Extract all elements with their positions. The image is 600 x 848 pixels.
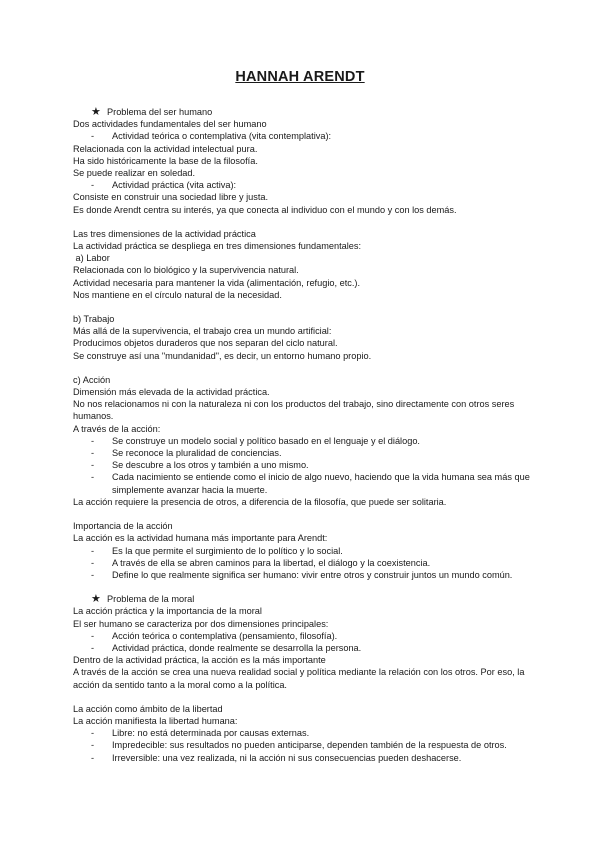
- dash-bullet-icon: -: [91, 448, 95, 459]
- text-line: Consiste en construir una sociedad libre y justa.: [73, 192, 269, 203]
- text-paragraph: No nos relacionamos ni con la naturaleza ni con los productos del trabajo, sino directamente con otros seres humanos.: [73, 399, 515, 422]
- text-line: Producimos objetos duraderos que nos separan del ciclo natural.: [73, 338, 338, 349]
- dash-bullet-icon: -: [91, 728, 95, 739]
- list-item: - Libre: no está determinada por causas externas.: [91, 728, 310, 739]
- list-item: - Actividad práctica (vita activa):: [91, 180, 237, 191]
- dash-bullet-icon: -: [91, 460, 95, 471]
- section-subheading: La acción como ámbito de la libertad: [73, 703, 223, 714]
- star-bullet-icon: ★: [91, 106, 101, 118]
- text-line: El ser humano se caracteriza por dos dimensiones principales:: [73, 618, 329, 629]
- text-line: A través de la acción:: [73, 423, 161, 434]
- section-subheading: b) Trabajo: [73, 314, 115, 325]
- list-item: - A través de ella se abren caminos para la libertad, el diálogo y la coexistencia.: [91, 557, 431, 568]
- text-line: La acción práctica y la importancia de la moral: [73, 606, 262, 617]
- dash-bullet-icon: -: [91, 642, 95, 653]
- section-subheading: Importancia de la acción: [73, 521, 173, 532]
- text-line: Es donde Arendt centra su interés, ya que conecta al individuo con el mundo y con los demás.: [73, 204, 457, 215]
- list-item: - Actividad teórica o contemplativa (vita contemplativa):: [91, 131, 332, 142]
- dash-bullet-icon: -: [91, 569, 95, 580]
- list-item: - Impredecible: sus resultados no pueden anticiparse, dependen también de la respuesta de otros.: [91, 740, 507, 751]
- star-bullet-icon: ★: [91, 593, 101, 606]
- dash-bullet-icon: -: [91, 740, 95, 751]
- list-item: - Cada nacimiento se entiende como el inicio de algo nuevo, haciendo que la vida humana sea más que simplemente avanzar hacia la muerte.: [91, 472, 530, 495]
- text-line: Nos mantiene en el círculo natural de la necesidad.: [73, 289, 282, 300]
- text-line: Actividad necesaria para mantener la vida (alimentación, refugio, etc.).: [73, 277, 361, 288]
- text-line: La acción requiere la presencia de otros, a diferencia de la filosofía, que puede ser solitaria.: [73, 496, 447, 507]
- section-heading-moral: ★ Problema de la moral: [91, 593, 195, 606]
- list-item: - Es la que permite el surgimiento de lo político y lo social.: [91, 545, 343, 556]
- list-item: - Se descubre a los otros y también a uno mismo.: [91, 460, 309, 471]
- section-subheading: c) Acción: [73, 374, 111, 385]
- dash-bullet-icon: -: [91, 752, 95, 763]
- dash-bullet-icon: -: [91, 472, 95, 483]
- dash-bullet-icon: -: [91, 630, 95, 641]
- list-item: - Se reconoce la pluralidad de conciencias.: [91, 448, 282, 459]
- text-line: Ha sido históricamente la base de la filosofía.: [73, 155, 258, 166]
- text-line: Relacionada con la actividad intelectual pura.: [73, 143, 258, 154]
- dash-bullet-icon: -: [91, 435, 95, 446]
- document-title: HANNAH ARENDT: [235, 69, 365, 85]
- list-item: - Actividad práctica, donde realmente se desarrolla la persona.: [91, 642, 362, 653]
- list-item: - Irreversible: una vez realizada, ni la acción ni sus consecuencias pueden deshacerse.: [91, 752, 462, 763]
- text-paragraph: A través de la acción se crea una nueva realidad social y política mediante la relación con los otros. Por eso, la acción da sentido tanto a la moral como a la política.: [73, 667, 525, 690]
- list-item: - Acción teórica o contemplativa (pensamiento, filosofía).: [91, 630, 338, 641]
- list-item: - Se construye un modelo social y político basado en el lenguaje y el diálogo.: [91, 435, 420, 446]
- list-item: - Define lo que realmente significa ser humano: vivir entre otros y construir juntos un mundo común.: [91, 569, 513, 580]
- text-line: Se construye así una "mundanidad", es decir, un entorno humano propio.: [73, 350, 372, 361]
- text-line: Se puede realizar en soledad.: [73, 168, 196, 179]
- dash-bullet-icon: -: [91, 545, 95, 556]
- document-body: [73, 106, 533, 764]
- text-line: La acción es la actividad humana más importante para Arendt:: [73, 533, 328, 544]
- text-line: Más allá de la supervivencia, el trabajo crea un mundo artificial:: [73, 326, 332, 337]
- text-line: La acción manifiesta la libertad humana:: [73, 715, 238, 726]
- text-line: Dimensión más elevada de la actividad práctica.: [73, 387, 270, 398]
- dash-bullet-icon: -: [91, 180, 95, 191]
- dash-bullet-icon: -: [91, 557, 95, 568]
- dash-bullet-icon: -: [91, 131, 95, 142]
- section-heading-ser-humano: ★ Problema del ser humano: [91, 106, 213, 118]
- text-line: Dentro de la actividad práctica, la acción es la más importante: [73, 655, 326, 666]
- text-line: Relacionada con lo biológico y la supervivencia natural.: [73, 265, 299, 276]
- text-line: Dos actividades fundamentales del ser humano: [73, 119, 267, 130]
- text-line: La actividad práctica se despliega en tres dimensiones fundamentales:: [73, 241, 362, 252]
- text-line: a) Labor: [73, 253, 110, 264]
- section-subheading: Las tres dimensiones de la actividad práctica: [73, 228, 256, 239]
